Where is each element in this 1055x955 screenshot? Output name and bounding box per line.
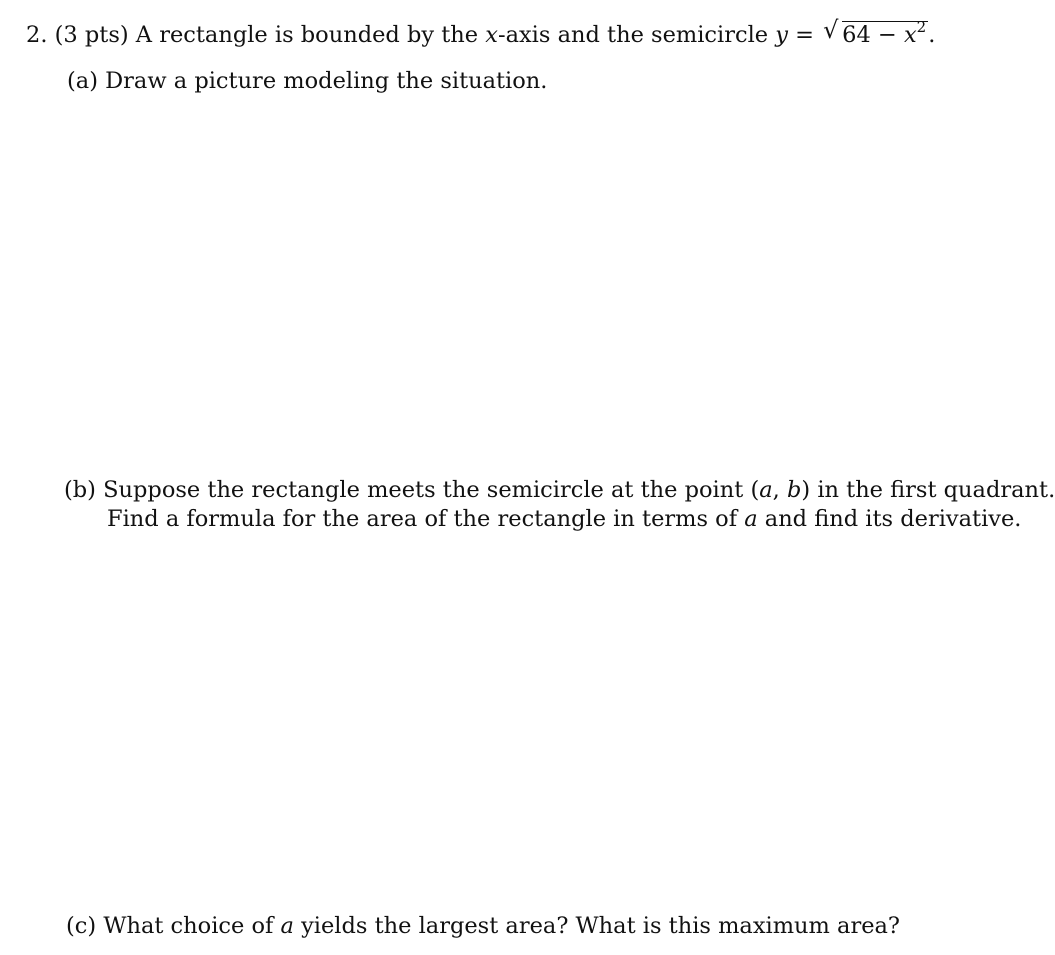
point-b: b xyxy=(786,477,802,503)
part-b-text-3: Find a formula for the area of the rectangle in terms of xyxy=(107,506,738,532)
point-expression xyxy=(750,477,810,503)
part-c-text-1: What choice of xyxy=(103,913,274,939)
part-a-label: (a) xyxy=(67,68,98,94)
radicand-variable: x xyxy=(903,22,917,48)
part-b-text-1: Suppose the rectangle meets the semicircle at the point xyxy=(103,477,744,503)
problem-points: (3 pts) xyxy=(54,22,129,48)
sqrt-symbol: √ xyxy=(823,16,839,44)
variable-a: a xyxy=(744,506,758,532)
radicand-constant: 64 − xyxy=(842,22,897,48)
problem-text: A rectangle is bounded by the xyxy=(135,22,479,48)
comma: , xyxy=(772,477,780,503)
paren-open: ( xyxy=(750,477,760,503)
problem-text-axis: -axis and the semicircle xyxy=(497,22,769,48)
period: . xyxy=(928,22,936,48)
variable-a-c: a xyxy=(280,913,294,939)
problem-number: 2. xyxy=(26,22,48,48)
part-b-text-2: in the first quadrant. xyxy=(817,477,1055,503)
paren-close: ) xyxy=(801,477,811,503)
exponent: 2 xyxy=(916,18,927,36)
part-c xyxy=(66,915,900,938)
part-b-label: (b) xyxy=(64,477,96,503)
part-b-line1 xyxy=(64,479,1055,502)
part-a xyxy=(67,70,547,93)
radicand xyxy=(842,18,928,48)
equals-sign: = xyxy=(795,22,814,48)
variable-y: y xyxy=(775,22,788,48)
variable-x: x xyxy=(485,22,498,48)
square-root-expression xyxy=(823,16,928,48)
part-a-text: Draw a picture modeling the situation. xyxy=(105,68,548,94)
problem-statement xyxy=(26,16,936,48)
part-c-label: (c) xyxy=(66,913,97,939)
part-b-line2 xyxy=(107,508,1021,531)
point-a: a xyxy=(759,477,773,503)
part-b-text-4: and find its derivative. xyxy=(764,506,1022,532)
part-c-text-2: yields the largest area? What is this maximum area? xyxy=(301,913,900,939)
